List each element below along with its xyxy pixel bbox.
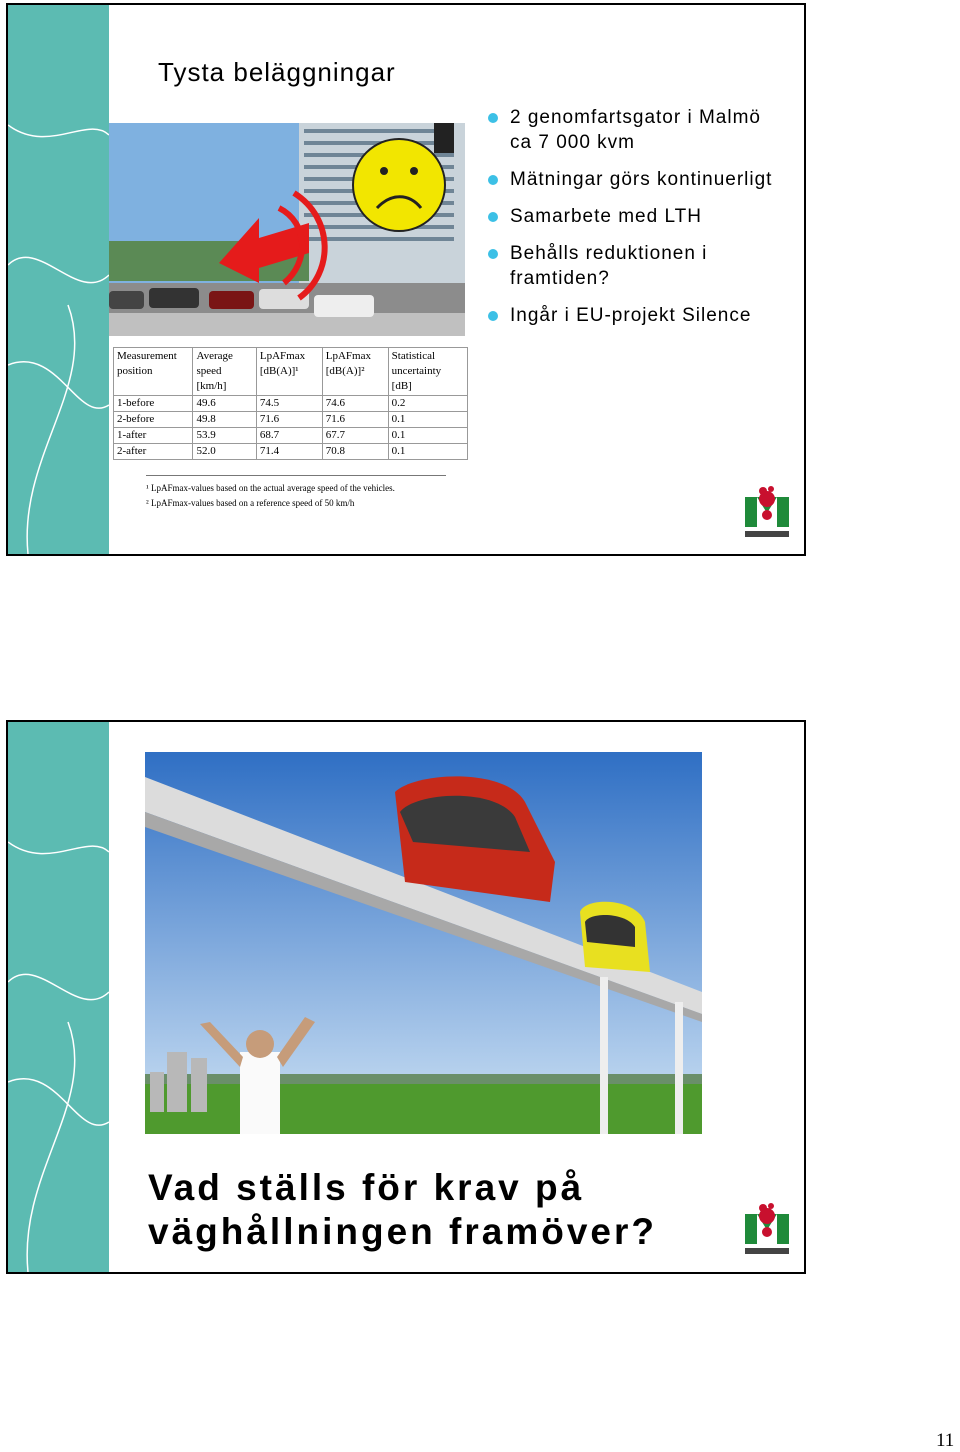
table-cell: 49.6 bbox=[193, 396, 256, 412]
slide-title: Tysta beläggningar bbox=[158, 57, 396, 87]
table-row bbox=[114, 428, 468, 444]
table-cell: 74.5 bbox=[256, 396, 322, 412]
table-header-row bbox=[114, 348, 468, 396]
footnote: ² LpAFmax-values based on a reference speed of 50 km/h bbox=[146, 498, 355, 508]
table-cell: 68.7 bbox=[256, 428, 322, 444]
street-noise-photo bbox=[109, 123, 465, 336]
bullet-list bbox=[488, 105, 788, 340]
bullet-dot-icon bbox=[488, 175, 498, 185]
column-header: LpAFmax [dB(A)]¹ bbox=[256, 348, 322, 396]
table-footnotes bbox=[146, 475, 446, 511]
bullet-item bbox=[488, 241, 788, 291]
bullet-dot-icon bbox=[488, 311, 498, 321]
bullet-item bbox=[488, 204, 788, 229]
table-cell: 2-after bbox=[114, 444, 193, 460]
measurement-table-wrapper bbox=[113, 347, 468, 460]
table-row bbox=[114, 444, 468, 460]
table-cell: 53.9 bbox=[193, 428, 256, 444]
bullet-text: Ingår i EU-projekt Silence bbox=[510, 305, 752, 326]
slide-title bbox=[148, 1166, 657, 1254]
table-cell: 2-before bbox=[114, 412, 193, 428]
column-header: Statistical uncertainty [dB] bbox=[388, 348, 467, 396]
table-row bbox=[114, 412, 468, 428]
bullet-text: Mätningar görs kontinuerligt bbox=[510, 169, 773, 190]
table-cell: 74.6 bbox=[322, 396, 388, 412]
slide-1 bbox=[6, 3, 806, 556]
table-cell: 0.1 bbox=[388, 412, 467, 428]
bullet-item bbox=[488, 303, 788, 328]
monorail-photo bbox=[145, 752, 702, 1134]
table-cell: 1-after bbox=[114, 428, 193, 444]
malmo-stad-logo bbox=[743, 1200, 791, 1258]
column-header: Average speed [km/h] bbox=[193, 348, 256, 396]
table-cell: 0.2 bbox=[388, 396, 467, 412]
table-cell: 0.1 bbox=[388, 444, 467, 460]
slide-2 bbox=[6, 720, 806, 1274]
malmo-stad-logo bbox=[743, 483, 791, 541]
teal-decorative-band bbox=[8, 722, 109, 1272]
teal-decorative-band bbox=[8, 5, 109, 554]
footnote: ¹ LpAFmax-values based on the actual average speed of the vehicles. bbox=[146, 483, 395, 493]
title-line-2: väghållningen framöver? bbox=[148, 1211, 657, 1252]
page-number: 11 bbox=[936, 1430, 955, 1451]
bullet-item bbox=[488, 167, 788, 192]
table-cell: 0.1 bbox=[388, 428, 467, 444]
column-header: LpAFmax [dB(A)]² bbox=[322, 348, 388, 396]
table-cell: 71.6 bbox=[322, 412, 388, 428]
bullet-text: Samarbete med LTH bbox=[510, 206, 702, 227]
table-cell: 49.8 bbox=[193, 412, 256, 428]
table-cell: 71.6 bbox=[256, 412, 322, 428]
table-cell: 70.8 bbox=[322, 444, 388, 460]
bullet-text: Behålls reduktionen i framtiden? bbox=[510, 243, 708, 289]
table-cell: 52.0 bbox=[193, 444, 256, 460]
measurement-table bbox=[113, 347, 468, 460]
bullet-dot-icon bbox=[488, 212, 498, 222]
bullet-text: 2 genomfartsgator i Malmö ca 7 000 kvm bbox=[510, 107, 761, 153]
table-cell: 71.4 bbox=[256, 444, 322, 460]
bullet-dot-icon bbox=[488, 249, 498, 259]
bullet-item bbox=[488, 105, 788, 155]
table-cell: 67.7 bbox=[322, 428, 388, 444]
title-line-1: Vad ställs för krav på bbox=[148, 1167, 585, 1208]
table-row bbox=[114, 396, 468, 412]
bullet-dot-icon bbox=[488, 113, 498, 123]
column-header: Measurement position bbox=[114, 348, 193, 396]
table-cell: 1-before bbox=[114, 396, 193, 412]
